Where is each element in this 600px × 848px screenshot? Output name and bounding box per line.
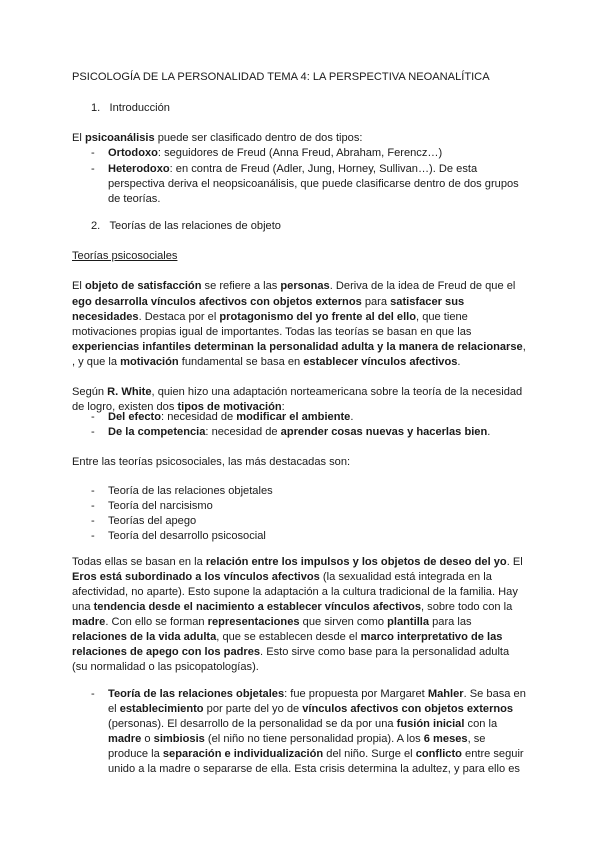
paragraph-line: Según R. White, quien hizo una adaptación norteamericana sobre la teoría de la necesidad <box>72 386 523 398</box>
list-item-heterodoxo-cont: de teorías. <box>108 193 161 205</box>
paragraph-line: , y que la motivación fundamental se basa en establecer vínculos afectivos. <box>72 356 461 368</box>
paragraph-line: (su normalidad o las psicopatologías). <box>72 661 259 673</box>
paragraph-line: experiencias infantiles determinan la personalidad adulta y la manera de relacionarse, <box>72 341 526 353</box>
paragraph-line: motivaciones propias igual de importantes. Todas las teorías se basan en que las <box>72 326 472 338</box>
bullet-dash: - <box>91 500 95 512</box>
paragraph-line: ego desarrolla vínculos afectivos con objetos externos para satisfacer sus <box>72 296 465 308</box>
list-item: Teoría del narcisismo <box>108 500 213 512</box>
paragraph-line: de logro, existen dos tipos de motivación: <box>72 401 285 413</box>
list-item-heterodoxo: Heterodoxo: en contra de Freud (Adler, Jung, Horney, Sullivan…). De esta <box>108 163 478 175</box>
intro-paragraph: El psicoanálisis puede ser clasificado dentro de dos tipos: <box>72 132 363 144</box>
paragraph-line: relaciones de apego con los padres. Esto sirve como base para la personalidad adulta <box>72 646 510 658</box>
list-item: Teorías del apego <box>108 515 197 527</box>
bullet-dash: - <box>91 515 95 527</box>
paragraph-line: unido a la madre o separarse de ella. Esta crisis determina la adultez, y para ello es <box>108 763 520 775</box>
list-item-de-la-competencia: De la competencia: necesidad de aprender cosas nuevas y hacerlas bien. <box>108 426 491 438</box>
paragraph-line: el establecimiento por parte del yo de vínculos afectivos con objetos externos <box>108 703 514 715</box>
paragraph-line: necesidades. Destaca por el protagonismo del yo frente al del ello, que tiene <box>72 311 468 323</box>
paragraph-line: afectividad, no aparte). Esto supone la adaptación a la cultura tradicional de la familia. Hay <box>72 586 518 598</box>
paragraph-line: El objeto de satisfacción se refiere a las personas. Deriva de la idea de Freud de que el <box>72 280 516 292</box>
bullet-dash: - <box>91 411 95 423</box>
list-item-del-efecto: Del efecto: necesidad de modificar el ambiente. <box>108 411 354 423</box>
list-item-relaciones-objetales: Teoría de las relaciones objetales: fue propuesta por Margaret Mahler. Se basa en <box>108 688 526 700</box>
document-title: PSICOLOGÍA DE LA PERSONALIDAD TEMA 4: LA PERSPECTIVA NEOANALÍTICA <box>72 71 490 83</box>
paragraph-line: madre. Con ello se forman representaciones que sirven como plantilla para las <box>72 616 472 628</box>
section-heading-introduccion: 1. Introducción <box>91 102 170 114</box>
bullet-dash: - <box>91 688 95 700</box>
list-item: Teoría de las relaciones objetales <box>108 485 273 497</box>
list-item: Teoría del desarrollo psicosocial <box>108 530 266 542</box>
paragraph-line: produce la separación e individualización del niño. Surge el conflicto entre seguir <box>108 748 524 760</box>
list-item-heterodoxo-cont: perspectiva deriva el neopsicoanálisis, que puede clasificarse dentro de dos grupos <box>108 178 519 190</box>
bullet-dash: - <box>91 163 95 175</box>
list-intro: Entre las teorías psicosociales, las más destacadas son: <box>72 456 351 468</box>
list-item-ortodoxo: Ortodoxo: seguidores de Freud (Anna Freud, Abraham, Ferencz…) <box>108 147 443 159</box>
paragraph-line: Eros está subordinado a los vínculos afectivos (la sexualidad está integrada en la <box>72 571 492 583</box>
bullet-dash: - <box>91 147 95 159</box>
paragraph-line: madre o simbiosis (el niño no tiene personalidad propia). A los 6 meses, se <box>108 733 486 745</box>
paragraph-line: Todas ellas se basan en la relación entre los impulsos y los objetos de deseo del yo. El <box>72 556 523 568</box>
bullet-dash: - <box>91 485 95 497</box>
section-heading-relaciones-objeto: 2. Teorías de las relaciones de objeto <box>91 220 281 232</box>
bullet-dash: - <box>91 530 95 542</box>
bullet-dash: - <box>91 426 95 438</box>
subheading-teorias-psicosociales: Teorías psicosociales <box>72 250 178 262</box>
paragraph-line: relaciones de la vida adulta, que se establecen desde el marco interpretativo de las <box>72 631 503 643</box>
paragraph-line: (personas). El desarrollo de la personalidad se da por una fusión inicial con la <box>108 718 498 730</box>
paragraph-line: una tendencia desde el nacimiento a establecer vínculos afectivos, sobre todo con la <box>72 601 513 613</box>
